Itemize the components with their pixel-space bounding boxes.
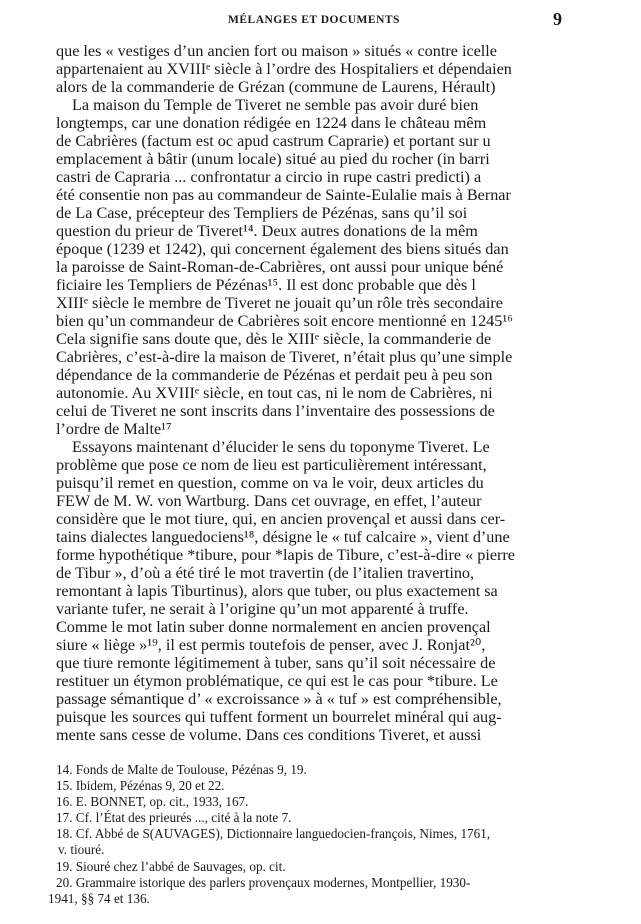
footnote: 17. Cf. l’État des prieurés ..., cité à la note 7. — [56, 810, 292, 825]
footnote-continuation: v. tiouré. — [58, 842, 105, 857]
text-line: de La Case, précepteur des Templiers de Pézénas, sans qu’il soi — [56, 204, 468, 222]
text-line: passage sémantique d’ « excroissance » à « tuf » est compréhensible, — [56, 690, 502, 708]
text-line: que les « vestiges d’un ancien fort ou maison » situés « contre icelle — [56, 42, 497, 60]
text-line: variante tufer, ne serait à l’origine qu’un mot apparenté à truffe. — [56, 600, 469, 618]
text-line: La maison du Temple de Tiveret ne semble pas avoir duré bien — [72, 96, 479, 114]
text-line: celui de Tiveret ne sont inscrits dans l’inventaire des possessions de — [56, 402, 495, 420]
text-line: restituer un étymon problématique, ce qui est le cas pour *tibure. Le — [56, 672, 498, 690]
text-line: la paroisse de Saint-Roman-de-Cabrières, ont aussi pour unique béné — [56, 258, 504, 276]
text-line: Cabrières, c’est-à-dire la maison de Tiveret, n’était plus qu’une simple — [56, 348, 513, 366]
text-line: FEW de M. W. von Wartburg. Dans cet ouvrage, en effet, l’auteur — [56, 492, 482, 510]
text-line: dépendance de la commanderie de Pézénas et perdait peu à peu son — [56, 366, 493, 384]
text-line: question du prieur de Tiveret¹⁴. Deux autres donations de la mêm — [56, 222, 478, 240]
footnote: 19. Siouré chez l’abbé de Sauvages, op. cit. — [56, 859, 286, 874]
text-line: forme hypothétique *tibure, pour *lapis de Tibure, c’est-à-dire « pierre — [56, 546, 515, 564]
text-line: de Tibur », d’où a été tiré le mot travertin (de l’italien travertino, — [56, 564, 475, 582]
text-line: tains dialectes languedociens¹⁸, désigne le « tuf calcaire », vient d’une — [56, 528, 510, 546]
footnote: 15. Ibidem, Pézénas 9, 20 et 22. — [56, 778, 225, 793]
footnote: 20. Grammaire istorique des parlers provençaux modernes, Montpellier, 1930- — [56, 875, 471, 890]
text-line: longtemps, car une donation rédigée en 1224 dans le château mêm — [56, 114, 487, 132]
text-line: remontant à lapis Tiburtinus), alors que tuber, ou plus exactement sa — [56, 582, 498, 600]
page-number: 9 — [553, 9, 562, 29]
text-line: XIIIᵉ siècle le membre de Tiveret ne jouait qu’un rôle très secondaire — [56, 294, 503, 312]
text-line: ficiaire les Templiers de Pézénas¹⁵. Il est donc probable que dès l — [56, 276, 476, 294]
text-line: de Cabrières (factum est oc apud castrum Caprarie) et portant sur u — [56, 132, 491, 150]
text-line: puisque les sources qui tuffent forment un bourrelet minéral qui aug- — [56, 708, 502, 726]
text-line: appartenaient au XVIIIᵉ siècle à l’ordre des Hospitaliers et dépendaien — [56, 60, 512, 78]
text-line: puisqu’il remet en question, comme on va le voir, deux articles du — [56, 474, 484, 492]
text-line: autonomie. Au XVIIIᵉ siècle, en tout cas, ni le nom de Cabrières, ni — [56, 384, 493, 402]
text-line: castri de Capraria ... confrontatur a circio in rupe castri predicti) a — [56, 168, 482, 186]
text-line: considère que le mot tiure, qui, en ancien provençal et aussi dans cer- — [56, 510, 506, 528]
text-line: Essayons maintenant d’élucider le sens du toponyme Tiveret. Le — [72, 438, 490, 456]
footnote: 14. Fonds de Malte de Toulouse, Pézénas 9, 19. — [56, 762, 307, 777]
page-header — [0, 9, 641, 31]
footnote-continuation: 1941, §§ 74 et 136. — [48, 891, 150, 906]
text-line: siure « liège »¹⁹, il est permis toutefois de penser, avec J. Ronjat²⁰, — [56, 636, 486, 654]
text-line: Cela signifie sans doute que, dès le XIIIᵉ siècle, la commanderie de — [56, 330, 492, 348]
text-line: Comme le mot latin suber donne normalement en ancien provençal — [56, 618, 491, 636]
text-line: emplacement à bâtir (unum locale) situé au pied du rocher (in barri — [56, 150, 490, 168]
running-head: MÉLANGES ET DOCUMENTS — [228, 14, 400, 26]
text-line: que tiure remonte légitimement à tuber, sans qu’il soit nécessaire de — [56, 654, 496, 672]
text-line: bien qu’un commandeur de Cabrières soit encore mentionné en 1245¹⁶ — [56, 312, 513, 330]
text-line: mente sans cesse de volume. Dans ces conditions Tiveret, et aussi — [56, 726, 482, 744]
text-line: époque (1239 et 1242), qui concernent également des biens situés dan — [56, 240, 509, 258]
text-line: l’ordre de Malte¹⁷ — [56, 420, 172, 438]
text-line: alors de la commanderie de Grézan (commune de Laurens, Hérault) — [56, 78, 496, 96]
footnote: 18. Cf. Abbé de S(AUVAGES), Dictionnaire languedocien-françois, Nimes, 1761, — [56, 826, 491, 841]
text-line: problème que pose ce nom de lieu est particulièrement intéressant, — [56, 456, 487, 474]
footnote: 16. E. BONNET, op. cit., 1933, 167. — [56, 794, 249, 809]
text-line: été consentie non pas au commandeur de Sainte-Eulalie mais à Bernar — [56, 186, 511, 204]
